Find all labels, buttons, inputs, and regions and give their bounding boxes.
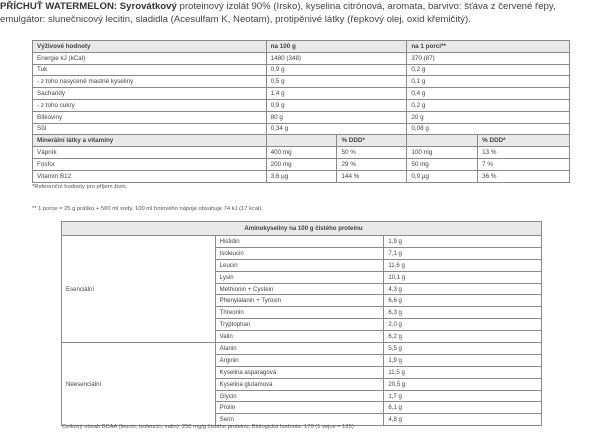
nutrient-name: Energie kJ (kCal): [33, 52, 267, 64]
amino-acid-name: Glycin: [215, 390, 384, 402]
value-per-100g: 3,6 µg: [266, 170, 337, 182]
mineral-row: [33, 147, 570, 159]
amino-header-row: [62, 222, 542, 236]
mineral-name: Fosfor: [33, 158, 267, 170]
header-cell: % DDD*: [337, 135, 407, 147]
amino-acid-value: 4,8 g: [384, 414, 542, 426]
ingredients-rest: proteinový izolát 90% (Irsko), kyselina citrónová, aromata, barvivo: šťáva z červené řepy, emulgátor: slunečnicový lecitin, sladidla (Acesulfam K, Neotam), protipěnivé látky (řepkový olej, oxid křemičitý).: [0, 1, 556, 25]
value-per-100g: 1480 (348): [266, 52, 407, 64]
nutrition-header-row: [33, 41, 570, 53]
nutrition-row: [33, 76, 570, 88]
nutrient-name: Sacharidy: [33, 88, 267, 100]
value-per-portion: 0,2 g: [407, 64, 570, 76]
amino-acid-value: 6,2 g: [384, 331, 542, 343]
amino-acid-value: 7,1 g: [384, 247, 542, 259]
mineral-row: [33, 170, 570, 182]
amino-acid-value: 6,3 g: [384, 307, 542, 319]
amino-acid-name: Phenylalanin + Tyrosin: [215, 295, 384, 307]
mineral-row: [33, 158, 570, 170]
nutrition-row: [33, 99, 570, 111]
value-per-portion: 100 mg: [407, 147, 478, 159]
amino-acid-value: 6,6 g: [384, 295, 542, 307]
value-per-100g: 0,34 g: [266, 123, 407, 135]
value-per-100g: 80 g: [266, 111, 407, 123]
ddd-per-portion: 13 %: [478, 147, 570, 159]
amino-acid-value: 10,1 g: [384, 271, 542, 283]
header-cell: Výživové hodnoty: [33, 41, 267, 53]
ddd-per-portion: 36 %: [478, 170, 570, 182]
bcaa-note: Celkový obsah BCAA (leucin, isoleucin, valin): 250 mg/g čistého proteinu, Biologická hodnota: 170 (1 vejce = 135): [62, 424, 354, 430]
amino-acid-name: Serin: [215, 414, 384, 426]
mineral-name: Vitamín B12: [33, 170, 267, 182]
portion-note: ** 1 porce = 25 g prášku + 500 ml vody. 100 ml hotového nápoje obsahuje 74 kJ (17 kcal).: [32, 206, 263, 212]
nutrient-name: Tuk: [33, 64, 267, 76]
essential-group-label: Esenciální: [62, 236, 216, 343]
header-cell: % DDD*: [478, 135, 570, 147]
amino-title: Aminokyseliny na 100 g čistého proteinu: [62, 222, 542, 236]
nutrition-table: [32, 40, 570, 183]
amino-acid-name: Prolin: [215, 402, 384, 414]
value-per-100g: 0,9 g: [266, 64, 407, 76]
amino-acid-name: Valin: [215, 331, 384, 343]
value-per-100g: 400 mg: [266, 147, 337, 159]
amino-acid-name: Histidin: [215, 236, 384, 248]
value-per-100g: 200 mg: [266, 158, 337, 170]
amino-acid-name: Kyselina asparagová: [215, 366, 384, 378]
flavor-label: PŘÍCHUŤ WATERMELON:: [0, 1, 118, 12]
amino-acid-name: Arginin: [215, 354, 384, 366]
nutrition-row: [33, 123, 570, 135]
amino-acid-value: 5,5 g: [384, 343, 542, 355]
value-per-portion: 0,9 µg: [407, 170, 478, 182]
amino-acid-name: Kyselina glutamová: [215, 378, 384, 390]
value-per-portion: 0,2 g: [407, 99, 570, 111]
amino-acid-value: 11,5 g: [384, 366, 542, 378]
value-per-100g: 0,5 g: [266, 76, 407, 88]
amino-acid-value: 6,1 g: [384, 402, 542, 414]
amino-row: [62, 236, 542, 248]
ingredients-lead: Syrovátkový: [119, 1, 177, 12]
nutrient-name: - z toho nasycené mastné kyseliny: [33, 76, 267, 88]
mineral-name: Vápník: [33, 147, 267, 159]
amino-acid-value: 2,0 g: [384, 319, 542, 331]
nutrition-row: [33, 64, 570, 76]
value-per-portion: 0,1 g: [407, 76, 570, 88]
header-cell: [407, 135, 478, 147]
value-per-100g: 1,4 g: [266, 88, 407, 100]
nutrition-row: [33, 88, 570, 100]
amino-acid-name: Isoleucin: [215, 247, 384, 259]
value-per-portion: 370 (87): [407, 52, 570, 64]
amino-acid-name: Leucin: [215, 259, 384, 271]
nonessential-group-label: Neesenciální: [62, 343, 216, 426]
nutrient-name: Sůl: [33, 123, 267, 135]
ingredients-text: [0, 0, 600, 26]
ddd-per-portion: 7 %: [478, 158, 570, 170]
amino-acid-name: Alanin: [215, 343, 384, 355]
amino-acid-value: 1,9 g: [384, 354, 542, 366]
value-per-portion: 50 mg: [407, 158, 478, 170]
reference-note: *Referenční hodnoty pro příjem živin.: [32, 184, 128, 190]
amino-acid-name: Lysin: [215, 271, 384, 283]
ddd-per-100g: 29 %: [337, 158, 407, 170]
amino-acid-value: 1,9 g: [384, 236, 542, 248]
value-per-portion: 0,4 g: [407, 88, 570, 100]
header-cell: na 100 g: [266, 41, 407, 53]
nutrition-row: [33, 52, 570, 64]
amino-acid-table: [61, 221, 542, 426]
amino-acid-name: Methionin + Cystein: [215, 283, 384, 295]
minerals-header-row: [33, 135, 570, 147]
nutrient-name: Bílkoviny: [33, 111, 267, 123]
ddd-per-100g: 50 %: [337, 147, 407, 159]
amino-acid-name: Threonin: [215, 307, 384, 319]
nutrition-row: [33, 111, 570, 123]
nutrient-name: - z toho cukry: [33, 99, 267, 111]
value-per-portion: 0,08 g: [407, 123, 570, 135]
amino-acid-value: 4,3 g: [384, 283, 542, 295]
ddd-per-100g: 144 %: [337, 170, 407, 182]
header-cell: [266, 135, 337, 147]
value-per-portion: 20 g: [407, 111, 570, 123]
header-cell: na 1 porci**: [407, 41, 570, 53]
value-per-100g: 0,9 g: [266, 99, 407, 111]
amino-row: [62, 343, 542, 355]
header-cell: Minerální látky a vitamíny: [33, 135, 267, 147]
amino-acid-name: Tryptophan: [215, 319, 384, 331]
amino-acid-value: 20,5 g: [384, 378, 542, 390]
amino-acid-value: 1,7 g: [384, 390, 542, 402]
amino-acid-value: 11,6 g: [384, 259, 542, 271]
